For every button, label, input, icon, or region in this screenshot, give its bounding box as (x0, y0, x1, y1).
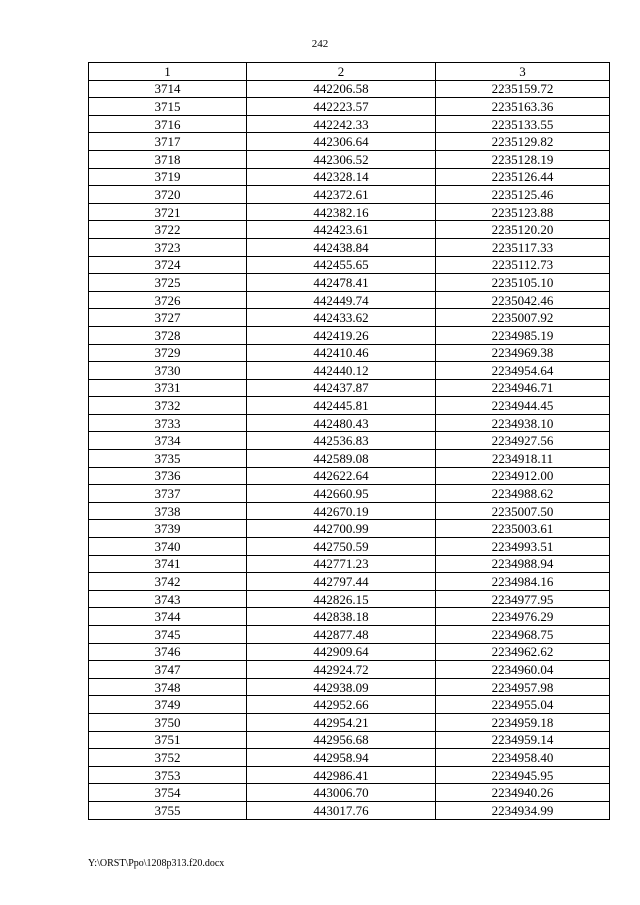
x-coordinate-cell: 442445.81 (247, 397, 436, 415)
table-row (89, 397, 610, 415)
table-row (89, 749, 610, 767)
y-coordinate-cell: 2234988.94 (436, 555, 610, 573)
point-number-cell: 3731 (89, 379, 247, 397)
point-number-cell: 3727 (89, 309, 247, 327)
x-coordinate-cell: 442455.65 (247, 256, 436, 274)
x-coordinate-cell: 442306.64 (247, 133, 436, 151)
point-number-cell: 3742 (89, 573, 247, 591)
point-number-cell: 3715 (89, 98, 247, 116)
x-coordinate-cell: 442938.09 (247, 678, 436, 696)
table-row (89, 696, 610, 714)
point-number-cell: 3752 (89, 749, 247, 767)
point-number-cell: 3747 (89, 661, 247, 679)
x-coordinate-cell: 442536.83 (247, 432, 436, 450)
column-header-1: 1 (89, 63, 247, 81)
point-number-cell: 3744 (89, 608, 247, 626)
table-row (89, 115, 610, 133)
point-number-cell: 3725 (89, 274, 247, 292)
table-row (89, 256, 610, 274)
table-header (89, 63, 610, 81)
table-row (89, 450, 610, 468)
x-coordinate-cell: 442410.46 (247, 344, 436, 362)
table-row (89, 590, 610, 608)
y-coordinate-cell: 2235007.92 (436, 309, 610, 327)
table-row (89, 80, 610, 98)
y-coordinate-cell: 2234988.62 (436, 485, 610, 503)
y-coordinate-cell: 2235007.50 (436, 502, 610, 520)
point-number-cell: 3745 (89, 626, 247, 644)
table-row (89, 626, 610, 644)
column-header-3: 3 (436, 63, 610, 81)
y-coordinate-cell: 2234969.38 (436, 344, 610, 362)
point-number-cell: 3724 (89, 256, 247, 274)
x-coordinate-cell: 442223.57 (247, 98, 436, 116)
point-number-cell: 3729 (89, 344, 247, 362)
table-row (89, 784, 610, 802)
table-row (89, 326, 610, 344)
y-coordinate-cell: 2235117.33 (436, 238, 610, 256)
x-coordinate-cell: 442986.41 (247, 766, 436, 784)
y-coordinate-cell: 2235126.44 (436, 168, 610, 186)
y-coordinate-cell: 2234927.56 (436, 432, 610, 450)
table-row (89, 274, 610, 292)
x-coordinate-cell: 442419.26 (247, 326, 436, 344)
y-coordinate-cell: 2234946.71 (436, 379, 610, 397)
y-coordinate-cell: 2234976.29 (436, 608, 610, 626)
table-row (89, 362, 610, 380)
x-coordinate-cell: 442306.52 (247, 150, 436, 168)
table-row (89, 221, 610, 239)
x-coordinate-cell: 442449.74 (247, 291, 436, 309)
table-row (89, 238, 610, 256)
point-number-cell: 3723 (89, 238, 247, 256)
y-coordinate-cell: 2234959.18 (436, 713, 610, 731)
y-coordinate-cell: 2234962.62 (436, 643, 610, 661)
y-coordinate-cell: 2234958.40 (436, 749, 610, 767)
table-row (89, 344, 610, 362)
y-coordinate-cell: 2234945.95 (436, 766, 610, 784)
y-coordinate-cell: 2234993.51 (436, 538, 610, 556)
y-coordinate-cell: 2235159.72 (436, 80, 610, 98)
x-coordinate-cell: 442589.08 (247, 450, 436, 468)
point-number-cell: 3714 (89, 80, 247, 98)
x-coordinate-cell: 442958.94 (247, 749, 436, 767)
x-coordinate-cell: 442382.16 (247, 203, 436, 221)
table-row (89, 379, 610, 397)
x-coordinate-cell: 442956.68 (247, 731, 436, 749)
y-coordinate-cell: 2234955.04 (436, 696, 610, 714)
table-row (89, 502, 610, 520)
point-number-cell: 3718 (89, 150, 247, 168)
table-body (89, 80, 610, 819)
header-row (89, 63, 610, 81)
y-coordinate-cell: 2235163.36 (436, 98, 610, 116)
point-number-cell: 3735 (89, 450, 247, 468)
x-coordinate-cell: 442206.58 (247, 80, 436, 98)
point-number-cell: 3717 (89, 133, 247, 151)
point-number-cell: 3755 (89, 801, 247, 819)
point-number-cell: 3750 (89, 713, 247, 731)
y-coordinate-cell: 2235105.10 (436, 274, 610, 292)
y-coordinate-cell: 2234912.00 (436, 467, 610, 485)
y-coordinate-cell: 2234934.99 (436, 801, 610, 819)
table-row (89, 432, 610, 450)
y-coordinate-cell: 2234954.64 (436, 362, 610, 380)
point-number-cell: 3716 (89, 115, 247, 133)
point-number-cell: 3740 (89, 538, 247, 556)
x-coordinate-cell: 443017.76 (247, 801, 436, 819)
y-coordinate-cell: 2235003.61 (436, 520, 610, 538)
y-coordinate-cell: 2235042.46 (436, 291, 610, 309)
table-row (89, 801, 610, 819)
table-row (89, 713, 610, 731)
x-coordinate-cell: 442242.33 (247, 115, 436, 133)
table-row (89, 485, 610, 503)
table-row (89, 661, 610, 679)
point-number-cell: 3753 (89, 766, 247, 784)
table-row (89, 538, 610, 556)
y-coordinate-cell: 2234984.16 (436, 573, 610, 591)
point-number-cell: 3719 (89, 168, 247, 186)
y-coordinate-cell: 2235112.73 (436, 256, 610, 274)
x-coordinate-cell: 442877.48 (247, 626, 436, 644)
point-number-cell: 3739 (89, 520, 247, 538)
footer-file-path: Y:\ORST\Ppo\1208p313.f20.docx (88, 858, 225, 869)
x-coordinate-cell: 442328.14 (247, 168, 436, 186)
point-number-cell: 3728 (89, 326, 247, 344)
point-number-cell: 3733 (89, 414, 247, 432)
point-number-cell: 3726 (89, 291, 247, 309)
page-number: 242 (311, 38, 329, 50)
point-number-cell: 3737 (89, 485, 247, 503)
y-coordinate-cell: 2234938.10 (436, 414, 610, 432)
x-coordinate-cell: 442372.61 (247, 186, 436, 204)
y-coordinate-cell: 2235125.46 (436, 186, 610, 204)
table-row (89, 98, 610, 116)
x-coordinate-cell: 442700.99 (247, 520, 436, 538)
y-coordinate-cell: 2235133.55 (436, 115, 610, 133)
table-row (89, 555, 610, 573)
x-coordinate-cell: 442478.41 (247, 274, 436, 292)
x-coordinate-cell: 442826.15 (247, 590, 436, 608)
y-coordinate-cell: 2234960.04 (436, 661, 610, 679)
x-coordinate-cell: 442423.61 (247, 221, 436, 239)
point-number-cell: 3730 (89, 362, 247, 380)
y-coordinate-cell: 2234918.11 (436, 450, 610, 468)
y-coordinate-cell: 2234940.26 (436, 784, 610, 802)
table-row (89, 309, 610, 327)
point-number-cell: 3734 (89, 432, 247, 450)
table-row (89, 133, 610, 151)
y-coordinate-cell: 2235123.88 (436, 203, 610, 221)
point-number-cell: 3749 (89, 696, 247, 714)
y-coordinate-cell: 2235120.20 (436, 221, 610, 239)
x-coordinate-cell: 442909.64 (247, 643, 436, 661)
x-coordinate-cell: 442660.95 (247, 485, 436, 503)
x-coordinate-cell: 442438.84 (247, 238, 436, 256)
x-coordinate-cell: 442480.43 (247, 414, 436, 432)
x-coordinate-cell: 442771.23 (247, 555, 436, 573)
point-number-cell: 3754 (89, 784, 247, 802)
table-row (89, 414, 610, 432)
point-number-cell: 3746 (89, 643, 247, 661)
y-coordinate-cell: 2235128.19 (436, 150, 610, 168)
x-coordinate-cell: 442440.12 (247, 362, 436, 380)
x-coordinate-cell: 442670.19 (247, 502, 436, 520)
x-coordinate-cell: 442622.64 (247, 467, 436, 485)
table-row (89, 520, 610, 538)
x-coordinate-cell: 442750.59 (247, 538, 436, 556)
y-coordinate-cell: 2234968.75 (436, 626, 610, 644)
point-number-cell: 3721 (89, 203, 247, 221)
point-number-cell: 3720 (89, 186, 247, 204)
table-row (89, 203, 610, 221)
y-coordinate-cell: 2234977.95 (436, 590, 610, 608)
y-coordinate-cell: 2234944.45 (436, 397, 610, 415)
x-coordinate-cell: 442954.21 (247, 713, 436, 731)
table-row (89, 467, 610, 485)
table-row (89, 168, 610, 186)
table-row (89, 766, 610, 784)
y-coordinate-cell: 2234985.19 (436, 326, 610, 344)
x-coordinate-cell: 442838.18 (247, 608, 436, 626)
y-coordinate-cell: 2235129.82 (436, 133, 610, 151)
point-number-cell: 3751 (89, 731, 247, 749)
point-number-cell: 3743 (89, 590, 247, 608)
x-coordinate-cell: 442952.66 (247, 696, 436, 714)
point-number-cell: 3741 (89, 555, 247, 573)
column-header-2: 2 (247, 63, 436, 81)
table-row (89, 643, 610, 661)
y-coordinate-cell: 2234959.14 (436, 731, 610, 749)
point-number-cell: 3748 (89, 678, 247, 696)
x-coordinate-cell: 443006.70 (247, 784, 436, 802)
table-row (89, 150, 610, 168)
point-number-cell: 3722 (89, 221, 247, 239)
table-row (89, 291, 610, 309)
x-coordinate-cell: 442924.72 (247, 661, 436, 679)
point-number-cell: 3732 (89, 397, 247, 415)
point-number-cell: 3736 (89, 467, 247, 485)
x-coordinate-cell: 442433.62 (247, 309, 436, 327)
table-row (89, 186, 610, 204)
table-row (89, 573, 610, 591)
table-row (89, 678, 610, 696)
x-coordinate-cell: 442797.44 (247, 573, 436, 591)
x-coordinate-cell: 442437.87 (247, 379, 436, 397)
point-number-cell: 3738 (89, 502, 247, 520)
coordinates-table (88, 62, 610, 820)
y-coordinate-cell: 2234957.98 (436, 678, 610, 696)
table-row (89, 731, 610, 749)
table-row (89, 608, 610, 626)
